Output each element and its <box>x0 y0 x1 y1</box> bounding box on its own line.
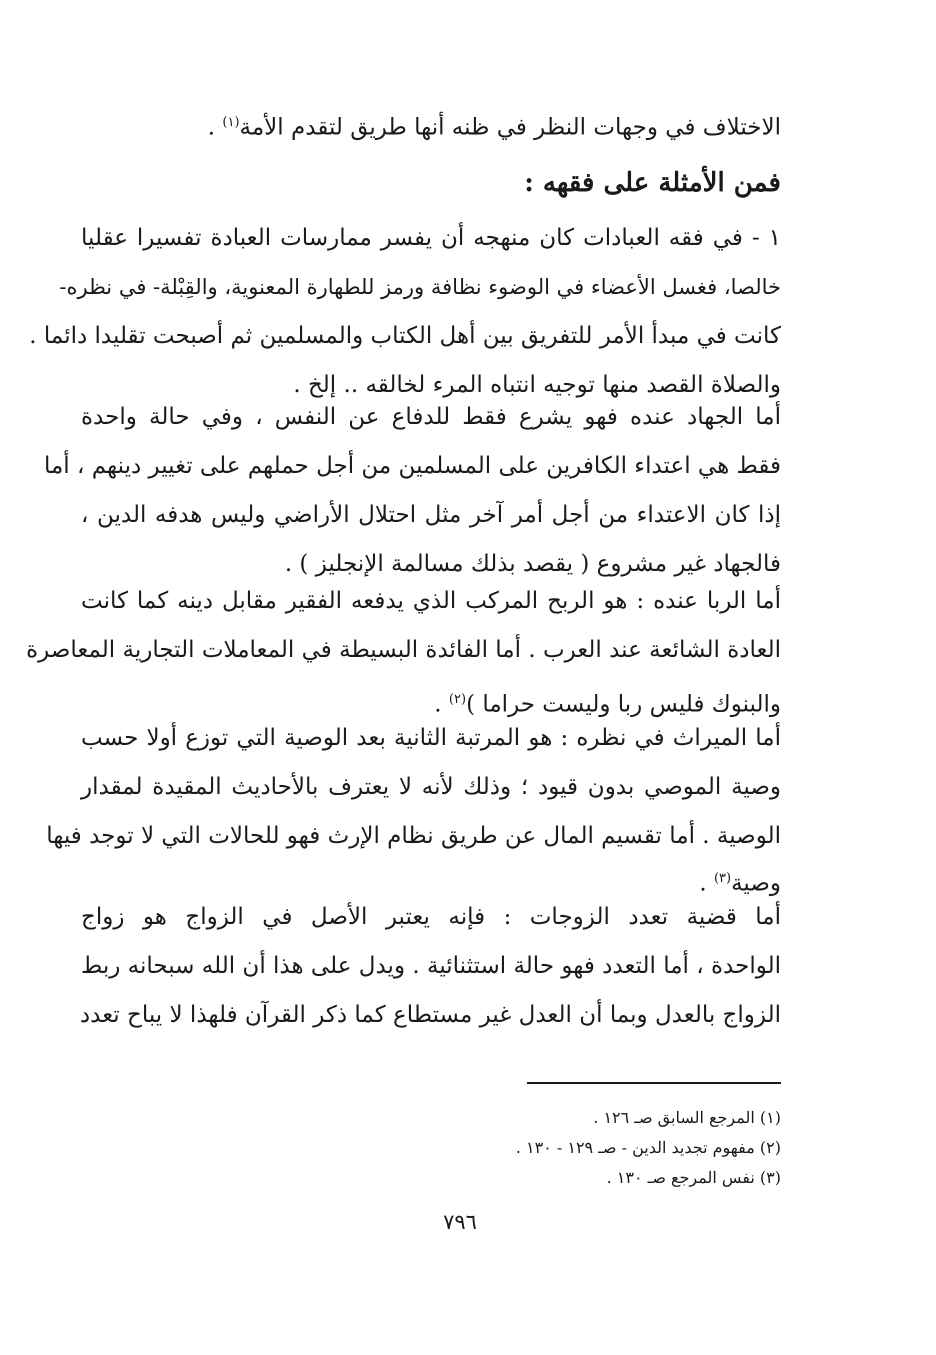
paragraph-worship <box>29 214 781 410</box>
line-end: . <box>699 870 714 897</box>
text-line: خالصا، فغسل الأعضاء في الوضوء نظافة ورمز للطهارة المعنوية، والقِبْلة- في نظره- <box>59 275 781 299</box>
paragraph-jihad <box>43 393 781 589</box>
text-line: كانت في مبدأ الأمر للتفريق بين أهل الكتاب والمسلمين ثم أصبحت تقليدا دائما . <box>29 323 781 349</box>
footnote-reference: (٢) <box>448 692 467 707</box>
text-line: الوصية . أما تقسيم المال عن طريق نظام الإرث فهو للحالات التي لا توجد فيها <box>46 823 781 849</box>
footnote-item: (٣) نفس المرجع صـ ١٣٠ . <box>606 1168 781 1187</box>
text-line: أما قضية تعدد الزوجات : فإنه يعتبر الأصل في الزواج هو زواج <box>81 904 781 930</box>
text-line: الواحدة ، أما التعدد فهو حالة استثنائية . ويدل على هذا أن الله سبحانه ربط <box>81 953 781 979</box>
footnote-reference: (١) <box>222 115 240 130</box>
text-line: ١ - في فقه العبادات كان منهجه أن يفسر ممارسات العبادة تفسيرا عقليا <box>81 225 781 251</box>
intro-end: . <box>207 114 223 141</box>
footnote-item: (١) المرجع السابق صـ ١٢٦ . <box>593 1108 781 1127</box>
line-text: وصية <box>731 870 781 897</box>
footnote-divider <box>527 1082 781 1084</box>
line-end: . <box>434 691 449 718</box>
paragraph-inheritance <box>46 714 781 902</box>
text-line: وصية الموصي بدون قيود ؛ وذلك لأنه لا يعترف بالأحاديث المقيدة لمقدار <box>81 774 781 800</box>
section-heading: فمن الأمثلة على فقهه : <box>524 168 781 198</box>
text-line: الزواج بالعدل وبما أن العدل غير مستطاع كما ذكر القرآن فلهذا لا يباح تعدد <box>79 1002 781 1028</box>
footnote-item: (٢) مفهوم تجديد الدين - صـ ١٢٩ - ١٣٠ . <box>515 1138 781 1157</box>
text-line: أما الربا عنده : هو الربح المركب الذي يدفعه الفقير مقابل دينه كما كانت <box>81 588 781 614</box>
text-line: أما الجهاد عنده فهو يشرع فقط للدفاع عن النفس ، وفي حالة واحدة <box>81 404 781 430</box>
paragraph-polygamy <box>81 893 781 1040</box>
text-line: إذا كان الاعتداء من أجل أمر آخر مثل احتلال الأراضي وليس هدفه الدين ، <box>81 502 781 528</box>
text-line: العادة الشائعة عند العرب . أما الفائدة البسيطة في المعاملات التجارية المعاصرة <box>26 637 781 663</box>
intro-text: الاختلاف في وجهات النظر في ظنه أنها طريق لتقدم الأمة <box>239 114 781 141</box>
text-line: فالجهاد غير مشروع ( يقصد بذلك مسالمة الإنجليز ) . <box>284 551 781 577</box>
paragraph-usury <box>26 577 781 730</box>
intro-paragraph <box>81 98 781 153</box>
text-line: أما الميراث في نظره : هو المرتبة الثانية بعد الوصية التي توزع أولا حسب <box>81 725 781 751</box>
text-line <box>81 98 781 153</box>
footnotes <box>81 1103 781 1193</box>
page-number: ٧٩٦ <box>443 1210 477 1234</box>
text-line: فقط هي اعتداء الكافرين على المسلمين من أجل حملهم على تغيير دينهم ، أما <box>43 453 781 479</box>
footnote-reference: (٣) <box>713 871 732 886</box>
line-text: والبنوك فليس ربا وليست حراما ) <box>466 691 781 718</box>
text-line: والصلاة القصد منها توجيه انتباه المرء لخالقه .. إلخ . <box>293 372 781 398</box>
